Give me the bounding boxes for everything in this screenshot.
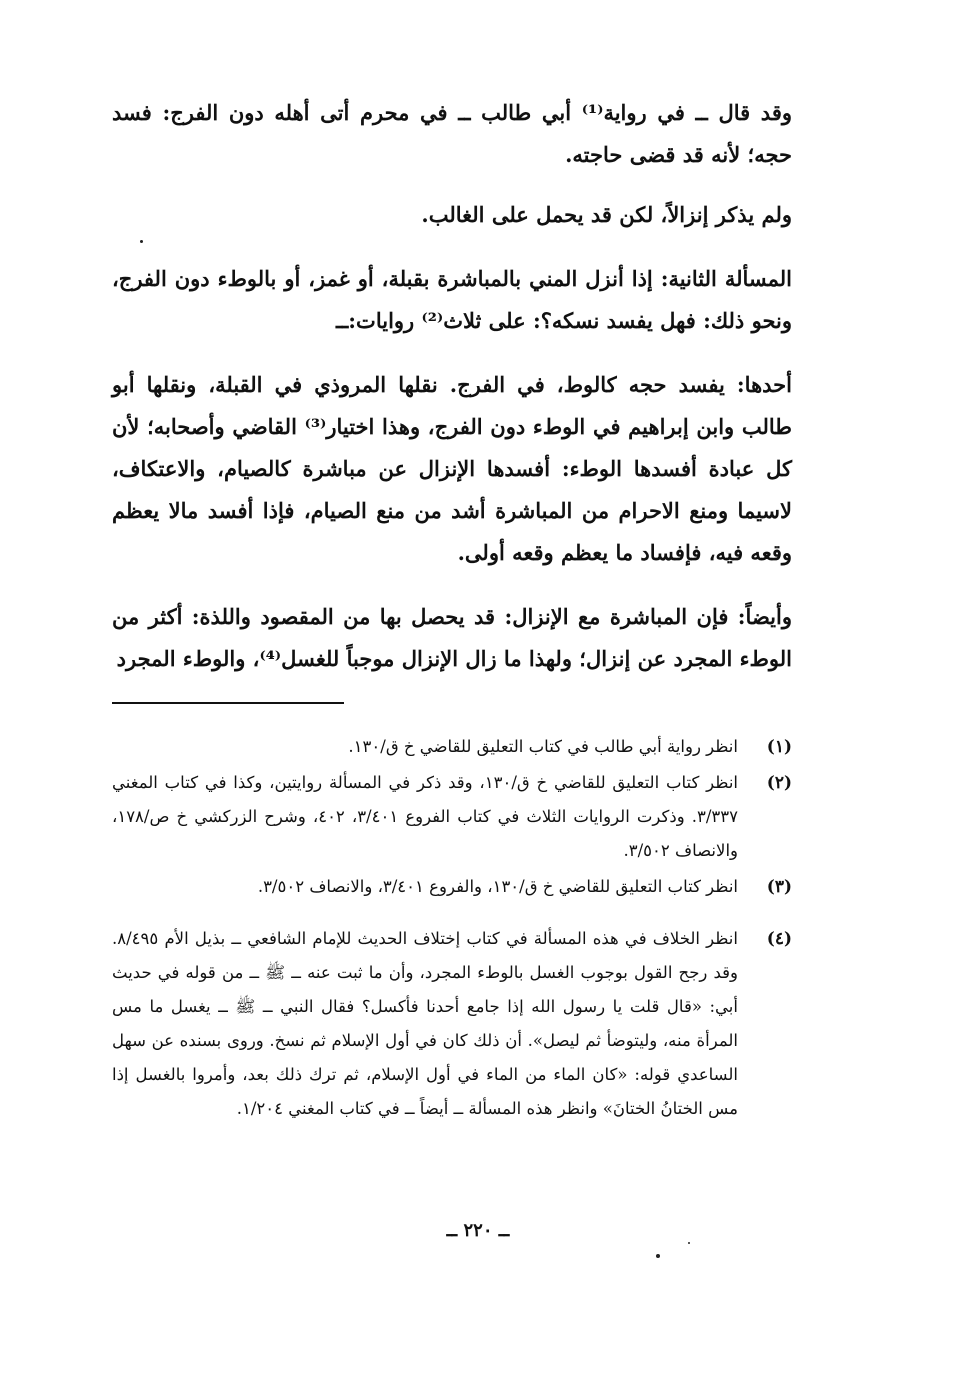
paragraph-1: وقد قال ــ في رواية⁽¹⁾ أبي طالب ــ في محرم أتى أهله دون الفرج: فسد حجه؛ لأنه قد قضى حاجته. [112,100,792,167]
paragraph-4: أحدها: يفسد حجه كالوط، في الفرج. نقلها المروذي في القبلة، ونقلها أبو طالب وابن إبراهيم في الوطء دون الفرج، وهذا اختيار⁽³⁾ القاضي وأصحابه؛ لأن كل عبادة أفسدها الوطء: أفسدها الإنزال عن مباشرة كالصيام، والاعتكاف، لاسيما ومنع الاحرام من المباشرة أشد من منع الصيام، فإذا أفسد مالا يعظم وقعه فيه، فإفساد ما يعظم وقعه أولى. [112,372,792,565]
footnote-separator [112,702,792,704]
scan-speck [688,1242,690,1244]
footnote-number: (٤) [766,929,792,949]
footnote-number: (٣) [766,877,792,897]
paragraph-2: ولم يذكر إنزالاً، لكن قد يحمل على الغالب. [421,202,792,227]
footnote-number: (١) [766,737,792,757]
paragraph-3: المسألة الثانية: إذا أنزل المني بالمباشرة بقبلة، أو غمز، أو بالوطء دون الفرج، ونحو ذلك: فهل يفسد نسكه؟: على ثلاث⁽²⁾ روايات:ــ [112,266,792,333]
footnote-2 [112,766,792,868]
footnote-4 [112,922,792,1126]
footnote-text: انظر كتاب التعليق للقاضي خ ق/١٣٠، والفروع ٣/٤٠١، والانصاف ٣/٥٠٢. [257,877,738,896]
footnote-3 [112,870,792,904]
scan-speck [656,1254,660,1258]
paragraph-5: وأيضاً: فإن المباشرة مع الإنزال: قد يحصل بها من المقصود واللذة: أكثر من الوطء المجرد عن إنزال؛ ولهذا ما زال الإنزال موجباً للغسل⁽⁴⁾، والوطء المجرد [112,604,792,671]
footnote-rule [112,702,344,704]
footnote-number: (٢) [766,773,792,793]
page-number: ــ ٢٢٠ ــ [446,1220,510,1241]
footnote-1 [112,730,792,764]
footnote-text: انظر الخلاف في هذه المسألة في كتاب إختلاف الحديث للإمام الشافعي ــ بذيل الأم ٨/٤٩٥. وقد رجح القول بوجوب الغسل بالوطء المجرد، وأن ما ثبت عنه ــ ﷺ ــ من قوله في حديث أبي: «قال قلت يا رسول الله إذا جامع أحدنا فأكسل؟ فقال النبي ــ ﷺ ــ يغسل ما مس المرأة منه، وليتوضأ ثم ليصل». أن ذلك كان في أول الإسلام ثم نسخ. وروى بسنده عن سهل الساعدي قوله: «كان الماء من الماء في أول الإسلام، ثم ترك ذلك بعد، وأمروا بالغسل إذا مس الختانُ الختانَ» وانظر هذه المسألة ــ أيضاً ــ في كتاب المغني ١/٢٠٤. [112,929,738,1118]
footnote-text: انظر رواية أبي طالب في كتاب التعليق للقاضي خ ق/١٣٠. [348,737,738,756]
page-body [112,92,792,1128]
footnote-text: انظر كتاب التعليق للقاضي خ ق/١٣٠، وقد ذكر في المسألة روايتين، وكذا في كتاب المغني ٣/٣٣٧. وذكرت الروايات الثلاث في كتاب الفروع ٣/٤٠١، ٤٠٢، وشرح الزركشي خ ص/١٧٨، والانصاف ٣/٥٠٢. [112,773,738,860]
scan-speck [140,240,143,243]
